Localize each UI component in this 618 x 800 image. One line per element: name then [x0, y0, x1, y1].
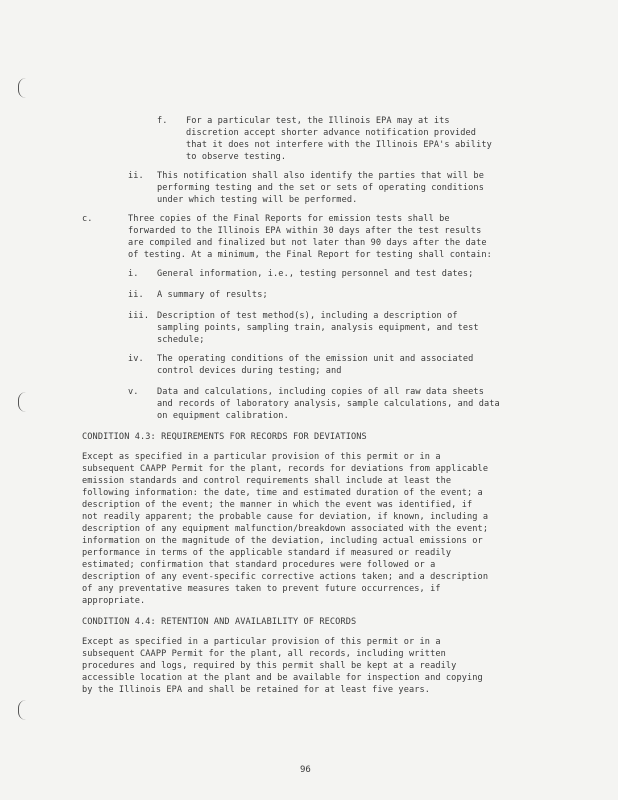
report-item-marker: v. — [128, 387, 139, 397]
item-f-line: to observe testing. — [186, 152, 287, 162]
item-ii-line: performing testing and the set or sets of operating conditions — [157, 183, 484, 193]
condition-4-3-line: description of any event-specific corrective actions taken; and a description — [82, 572, 489, 582]
condition-4-3-line: information on the magnitude of the deviation, including actual emissions or — [82, 536, 483, 546]
report-item-marker: ii. — [128, 290, 144, 300]
condition-4-3-line: emission standards and control requirements shall include at least the — [82, 476, 452, 486]
condition-4-4-line: procedures and logs, required by this permit shall be kept at a readily — [82, 661, 457, 671]
item-c-marker: c. — [82, 214, 93, 224]
item-f-line: For a particular test, the Illinois EPA may at its — [186, 116, 450, 126]
report-item-line: sampling points, sampling train, analysis equipment, and test — [157, 323, 479, 333]
report-item-line: General information, i.e., testing personnel and test dates; — [157, 269, 474, 279]
report-item-line: A summary of results; — [157, 290, 268, 300]
condition-4-3-line: subsequent CAAPP Permit for the plant, records for deviations from applicable — [82, 464, 489, 474]
report-item-line: The operating conditions of the emission unit and associated — [157, 354, 474, 364]
report-item-marker: iii. — [128, 311, 150, 321]
report-item-marker: iv. — [128, 354, 144, 364]
condition-4-3-line: following information: the date, time and estimated duration of the event; a — [82, 488, 483, 498]
item-ii-line: This notification shall also identify the parties that will be — [157, 171, 484, 181]
report-item-line: and records of laboratory analysis, sample calculations, and data — [157, 399, 500, 409]
item-ii-marker: ii. — [128, 171, 144, 181]
condition-4-3-line: description of any equipment malfunction/breakdown associated with the event; — [82, 524, 489, 534]
report-item-line: on equipment calibration. — [157, 411, 289, 421]
report-item-line: Data and calculations, including copies of all raw data sheets — [157, 387, 484, 397]
condition-4-4-line: by the Illinois EPA and shall be retained for at least five years. — [82, 685, 431, 695]
binder-hole-mark-top — [18, 78, 26, 98]
report-item-line: Description of test method(s), including a description of — [157, 311, 458, 321]
item-f-line: that it does not interfere with the Illinois EPA's ability — [186, 140, 492, 150]
item-c-line: Three copies of the Final Reports for emission tests shall be — [128, 214, 450, 224]
condition-4-4-line: subsequent CAAPP Permit for the plant, all records, including written — [82, 649, 446, 659]
condition-4-3-line: not readily apparent; the probable cause for deviation, if known, including a — [82, 512, 489, 522]
item-c-line: are compiled and finalized but not later than 90 days after the date — [128, 238, 487, 248]
report-item-line: control devices during testing; and — [157, 366, 342, 376]
condition-4-3-line: estimated; confirmation that standard procedures were followed or a — [82, 560, 436, 570]
condition-4-3-line: appropriate. — [82, 596, 146, 606]
report-item-marker: i. — [128, 269, 139, 279]
binder-hole-mark-bottom — [18, 700, 26, 720]
condition-4-4-heading: CONDITION 4.4: RETENTION AND AVAILABILITY OF RECORDS — [82, 617, 357, 627]
item-f-line: discretion accept shorter advance notification provided — [186, 128, 477, 138]
item-c-line: of testing. At a minimum, the Final Report for testing shall contain: — [128, 250, 492, 260]
condition-4-3-line: of any preventative measures taken to prevent future occurrences, if — [82, 584, 441, 594]
condition-4-3-line: Except as specified in a particular provision of this permit or in a — [82, 452, 441, 462]
item-ii-line: under which testing will be performed. — [157, 195, 358, 205]
condition-4-3-heading: CONDITION 4.3: REQUIREMENTS FOR RECORDS FOR DEVIATIONS — [82, 432, 367, 442]
condition-4-4-line: accessible location at the plant and be available for inspection and copying — [82, 673, 483, 683]
binder-hole-mark-middle — [18, 392, 26, 412]
condition-4-3-line: description of the event; the manner in which the event was identified, if — [82, 500, 473, 510]
item-f-marker: f. — [157, 116, 168, 126]
condition-4-4-line: Except as specified in a particular provision of this permit or in a — [82, 637, 441, 647]
condition-4-3-line: performance in terms of the applicable standard if measured or readily — [82, 548, 452, 558]
page-number: 96 — [300, 765, 311, 775]
item-c-line: forwarded to the Illinois EPA within 30 days after the test results — [128, 226, 482, 236]
report-item-line: schedule; — [157, 335, 205, 345]
